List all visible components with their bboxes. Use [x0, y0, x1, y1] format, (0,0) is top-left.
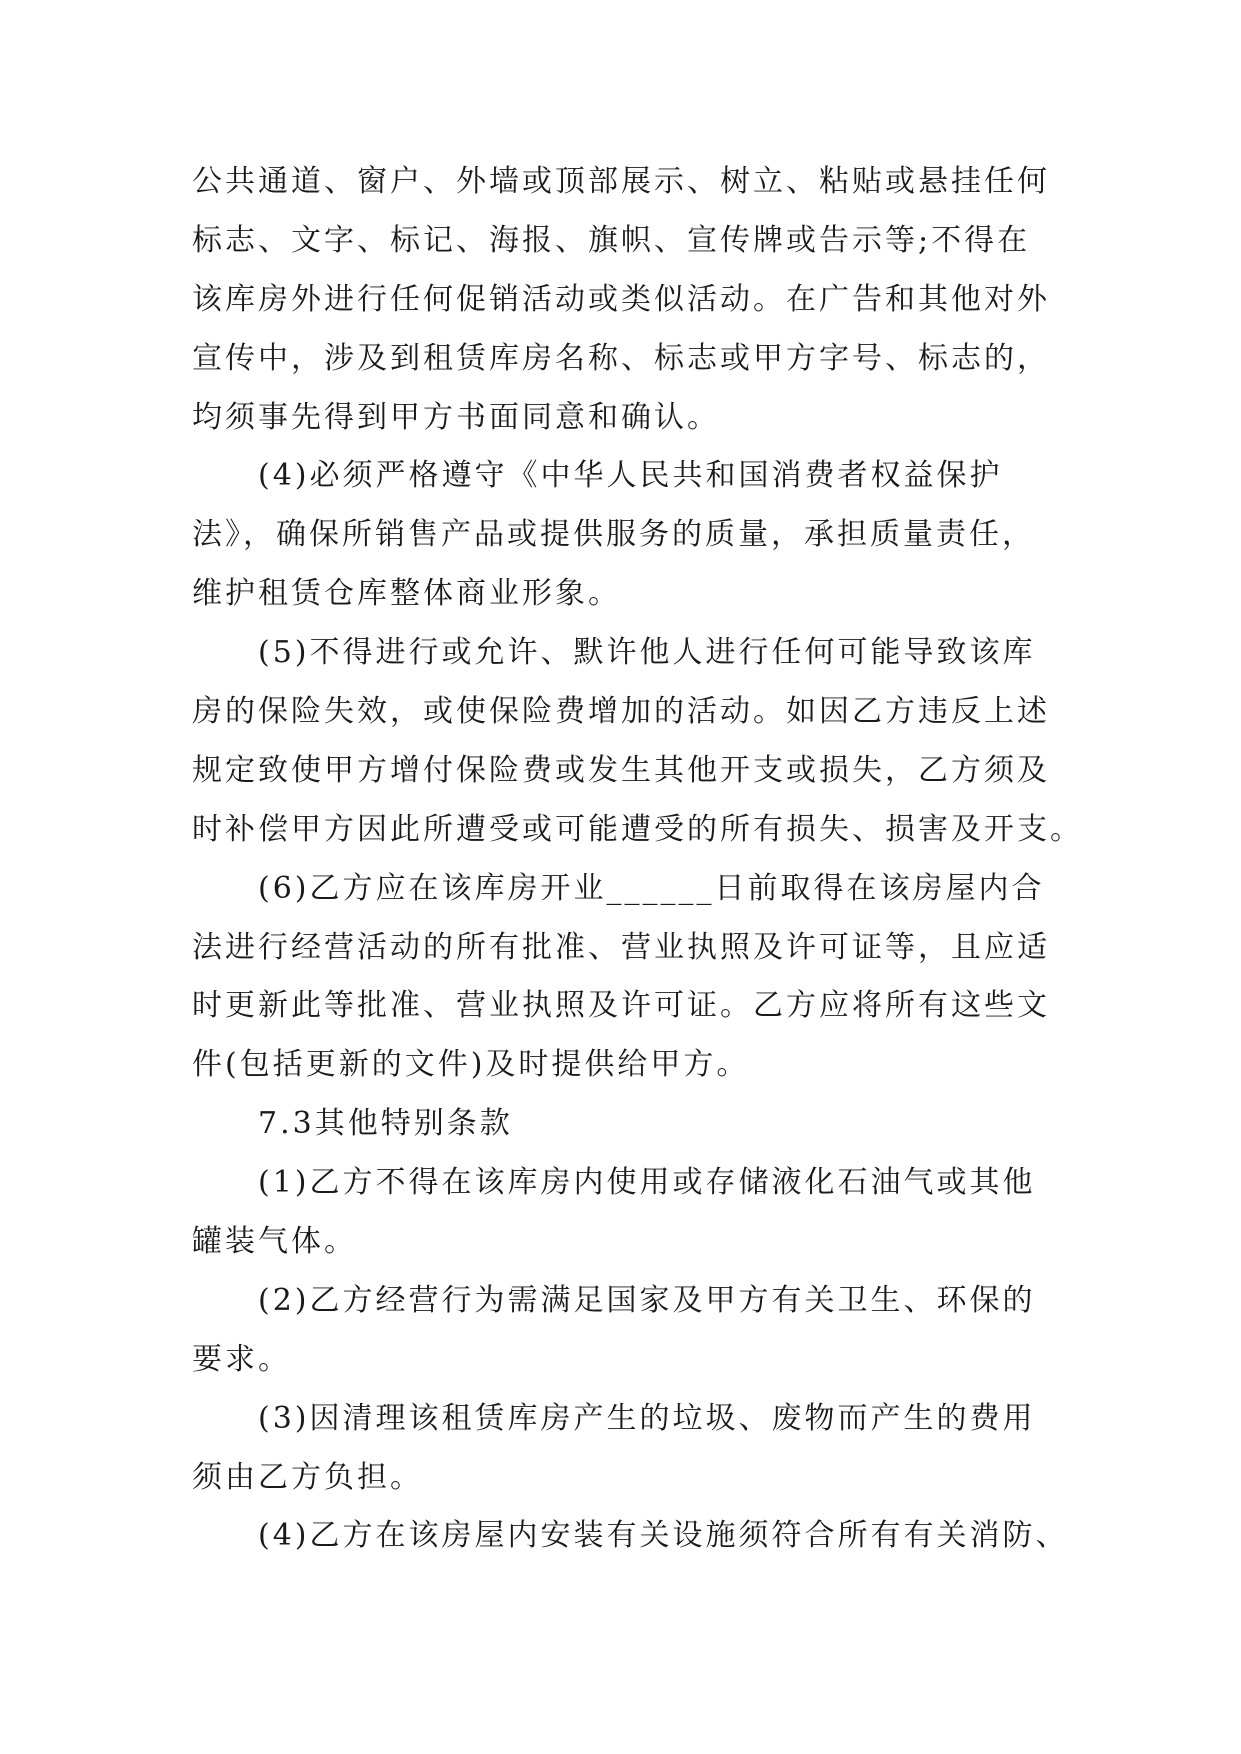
paragraph-first-line: (4)乙方在该房屋内安装有关设施须符合所有有关消防、	[258, 1518, 1069, 1554]
text-line: 须由乙方负担。	[192, 1459, 423, 1495]
text-line: 公共通道、窗户、外墙或顶部展示、树立、粘贴或悬挂任何	[192, 164, 1050, 199]
text-line: 房的保险失效，或使保险费增加的活动。如因乙方违反上述	[192, 694, 1050, 730]
text-line: 法进行经营活动的所有批准、营业执照及许可证等，且应适	[192, 929, 1050, 965]
text-line: 该库房外进行任何促销活动或类似活动。在广告和其他对外	[192, 281, 1050, 317]
text-line: 件(包括更新的文件)及时提供给甲方。	[192, 1047, 750, 1083]
section-heading: 7.3其他特别条款	[258, 1106, 513, 1142]
document-body	[192, 153, 1083, 1566]
text-line: 罐装气体。	[192, 1224, 357, 1260]
paragraph-first-line: (6)乙方应在该库房开业______日前取得在该房屋内合	[258, 870, 1045, 906]
text-line: 法》，确保所销售产品或提供服务的质量，承担质量责任，	[192, 517, 1035, 553]
text-line: 均须事先得到甲方书面同意和确认。	[192, 399, 720, 435]
text-line: 时更新此等批准、营业执照及许可证。乙方应将所有这些文	[192, 988, 1050, 1024]
text-line: 时补偿甲方因此所遭受或可能遭受的所有损失、损害及开支。	[192, 811, 1083, 847]
paragraph-first-line: (3)因清理该租赁库房产生的垃圾、废物而产生的费用	[258, 1400, 1036, 1436]
text-line: 规定致使甲方增付保险费或发生其他开支或损失，乙方须及	[192, 752, 1050, 788]
text-line: 宣传中，涉及到租赁库房名称、标志或甲方字号、标志的，	[192, 340, 1050, 376]
text-line: 维护租赁仓库整体商业形象。	[192, 576, 621, 612]
text-line: 标志、文字、标记、海报、旗帜、宣传牌或告示等;不得在	[192, 222, 1031, 258]
paragraph-first-line: (5)不得进行或允许、默许他人进行任何可能导致该库	[258, 635, 1036, 671]
paragraph-first-line: (1)乙方不得在该库房内使用或存储液化石油气或其他	[258, 1165, 1036, 1201]
paragraph-first-line: (2)乙方经营行为需满足国家及甲方有关卫生、环保的	[258, 1282, 1036, 1318]
paragraph-first-line: (4)必须严格遵守《中华人民共和国消费者权益保护	[258, 458, 1003, 494]
text-line: 要求。	[192, 1341, 291, 1377]
